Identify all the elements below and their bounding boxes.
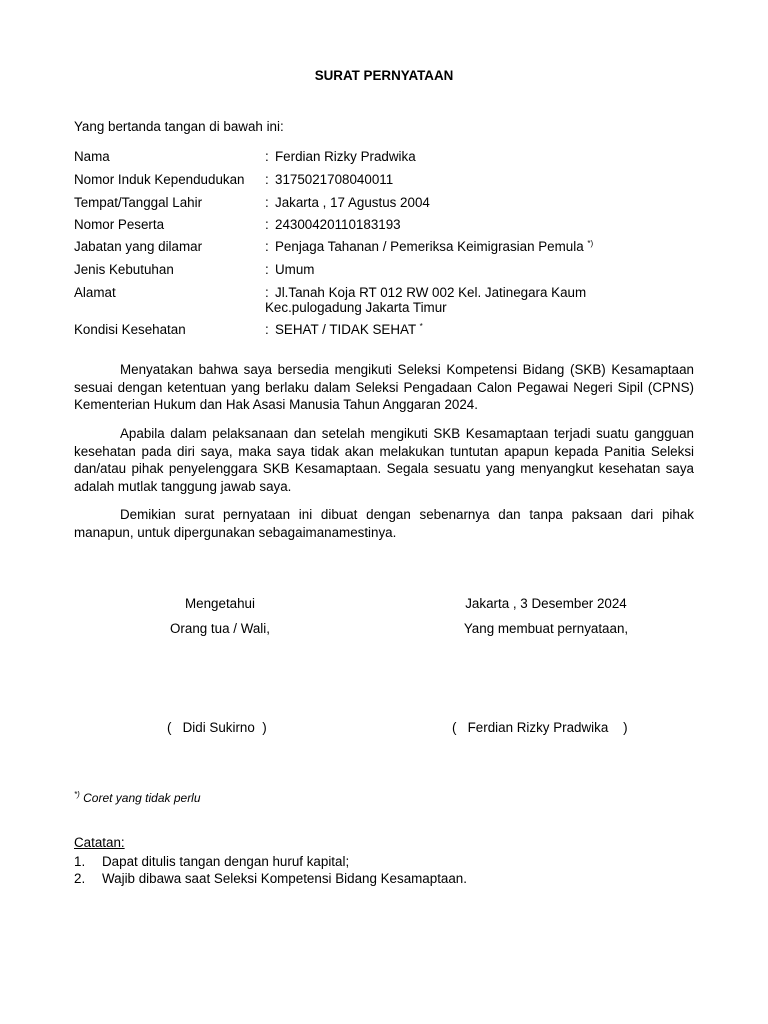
signature-left-line2: Orang tua / Wali, <box>170 621 270 636</box>
field-colon: : <box>265 195 269 210</box>
field-colon: : <box>265 239 269 254</box>
footnote <box>74 791 201 805</box>
paragraph-text: Menyatakan bahwa saya bersedia mengikuti Seleksi Kompetensi Bidang (SKB) Kesamaptaan sesuai dengan ketentuan yang berlaku dalam Seleksi Pengadaan Calon Pegawai Negeri Sipil (CPNS) Kementerian Hukum dan Hak Asasi Manusia Tahun Anggaran 2024. <box>74 362 694 412</box>
paragraph-text: Apabila dalam pelaksanaan dan setelah mengikuti SKB Kesamaptaan terjadi suatu gangguan kesehatan pada diri saya, maka saya tidak akan melakukan tuntutan apapun kepada Panitia Seleksi dan/atau pihak penyelenggara SKB Kesamaptaan. Segala sesuatu yang menyangkut kesehatan saya adalah mutlak tanggung jawab saya. <box>74 426 694 494</box>
notes-title: Catatan: <box>74 835 125 850</box>
field-label: Nomor Induk Kependudukan <box>74 172 245 187</box>
field-label: Jabatan yang dilamar <box>74 239 203 254</box>
field-value: 3175021708040011 <box>275 172 394 187</box>
footnote-marker: *) <box>587 239 594 248</box>
footnote-text: Coret yang tidak perlu <box>83 791 201 805</box>
note-text: Dapat ditulis tangan dengan huruf kapital; <box>102 854 350 869</box>
field-label: Alamat <box>74 285 116 300</box>
statement-paragraph <box>74 361 694 414</box>
document-title: SURAT PERNYATAAN <box>314 68 454 83</box>
field-colon: : <box>265 149 269 164</box>
field-colon: : <box>265 217 269 232</box>
field-colon: : <box>265 172 269 187</box>
field-value: Jakarta , 17 Agustus 2004 <box>275 195 430 210</box>
footnote-marker: *) <box>74 790 80 799</box>
signature-right-line1: Jakarta , 3 Desember 2024 <box>465 596 627 611</box>
field-label: Kondisi Kesehatan <box>74 322 186 337</box>
note-item <box>74 853 349 870</box>
field-value: Ferdian Rizky Pradwika <box>275 149 416 164</box>
signature-left-name: ( Didi Sukirno ) <box>167 720 267 735</box>
note-number: 1. <box>74 854 86 869</box>
paragraph-text: Demikian surat pernyataan ini dibuat dengan sebenarnya dan tanpa paksaan dari pihak manapun, untuk dipergunakan sebagaimanamestinya. <box>74 507 694 540</box>
field-colon: : <box>265 322 269 337</box>
signature-right-name: ( Ferdian Rizky Pradwika ) <box>452 720 628 735</box>
field-value: Jl.Tanah Koja RT 012 RW 002 Kel. Jatinegara Kaum <box>275 285 587 300</box>
note-number: 2. <box>74 871 86 886</box>
signature-right-heading <box>440 591 652 641</box>
field-value: Umum <box>275 262 315 277</box>
field-value: 24300420110183193 <box>275 217 401 232</box>
signature-left-heading <box>140 591 300 641</box>
field-label: Jenis Kebutuhan <box>74 262 174 277</box>
field-value-text: SEHAT / TIDAK SEHAT <box>275 322 416 337</box>
note-text: Wajib dibawa saat Seleksi Kompetensi Bidang Kesamaptaan. <box>102 871 467 886</box>
field-value-text: Penjaga Tahanan / Pemeriksa Keimigrasian Pemula <box>275 239 584 254</box>
closing-paragraph <box>74 506 694 541</box>
field-colon: : <box>265 285 269 300</box>
signature-right-line2: Yang membuat pernyataan, <box>463 621 629 636</box>
field-value <box>275 322 695 337</box>
signature-left-line1: Mengetahui <box>185 596 255 611</box>
footnote-marker: * <box>419 322 423 331</box>
intro-text: Yang bertanda tangan di bawah ini: <box>74 119 284 134</box>
note-item <box>74 870 467 887</box>
field-value-line2: Kec.pulogadung Jakarta Timur <box>265 300 447 315</box>
field-label: Tempat/Tanggal Lahir <box>74 195 203 210</box>
field-label: Nama <box>74 149 110 164</box>
health-paragraph <box>74 425 694 495</box>
field-value <box>275 239 695 254</box>
field-colon: : <box>265 262 269 277</box>
field-label: Nomor Peserta <box>74 217 165 232</box>
